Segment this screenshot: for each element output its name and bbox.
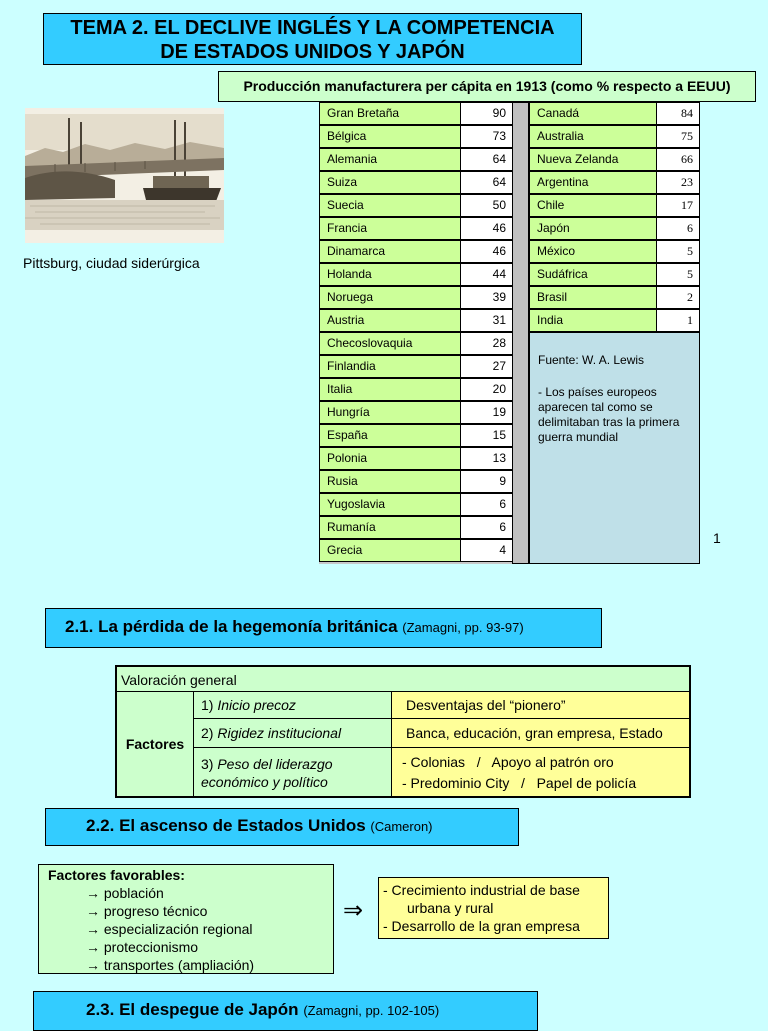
factor-3-detail-line-1: - Colonias / Apoyo al patrón oro [402, 754, 614, 770]
factor-number: 3) [201, 756, 218, 772]
factor-number: 1) [201, 697, 218, 713]
factor-text: Peso del liderazgo económico y político [201, 756, 333, 790]
section-title: 2.3. El despegue de Japón [86, 1000, 299, 1019]
factor-text: Inicio precoz [217, 697, 296, 713]
table-cell-country: Francia [319, 217, 461, 240]
table-cell-country: Suiza [319, 171, 461, 194]
table-cell-country: India [529, 309, 657, 332]
factor-2 [193, 718, 392, 748]
factors-table-header: Valoración general [115, 665, 691, 692]
factor-text: Rigidez institucional [217, 725, 342, 741]
table-cell-value: 64 [460, 171, 513, 194]
table-cell-country: Italia [319, 378, 461, 401]
list-item: → población [86, 885, 164, 901]
factor-2-detail: Banca, educación, gran empresa, Estado [391, 718, 691, 748]
factor-3-detail-line-2: - Predominio City / Papel de policía [402, 775, 637, 791]
table-cell-country: Bélgica [319, 125, 461, 148]
source-note: Fuente: W. A. Lewis [538, 353, 645, 367]
table-cell-value: 90 [460, 102, 513, 125]
table-cell-country: Gran Bretaña [319, 102, 461, 125]
results-box [378, 877, 609, 939]
table-cell-country: Holanda [319, 263, 461, 286]
factor-number: 2) [201, 725, 218, 741]
table-cell-value: 20 [460, 378, 513, 401]
table-cell-value: 4 [460, 539, 513, 562]
section-title: 2.2. El ascenso de Estados Unidos [86, 816, 366, 835]
favorable-factors-box [38, 864, 334, 974]
image-caption: Pittsburg, ciudad siderúrgica [23, 255, 200, 271]
section-heading-2-2 [45, 808, 519, 846]
table-cell-value: 28 [460, 332, 513, 355]
table-cell-country: Suecia [319, 194, 461, 217]
table-cell-country: México [529, 240, 657, 263]
section-heading-2-3 [33, 991, 538, 1031]
table-cell-country: Sudáfrica [529, 263, 657, 286]
factors-label: Factores [115, 691, 194, 798]
table-cell-value: 46 [460, 217, 513, 240]
section-reference: (Zamagni, pp. 102-105) [303, 1003, 440, 1018]
table-caption: Producción manufacturera per cápita en 1913 (como % respecto a EEUU) [218, 71, 756, 102]
section-reference: (Zamagni, pp. 93-97) [402, 620, 524, 635]
table-cell-value: 39 [460, 286, 513, 309]
table-cell-value: 75 [656, 125, 700, 148]
pittsburg-engraving-image [25, 108, 224, 243]
favorable-factors-heading: Factores favorables: [48, 867, 185, 883]
table-separator-column [512, 102, 529, 564]
borders-note: - Los países europeos aparecen tal como se delimitaban tras la primera guerra mundial [538, 385, 680, 444]
table-cell-country: Checoslovaquia [319, 332, 461, 355]
table-cell-value: 44 [460, 263, 513, 286]
table-cell-country: Rusia [319, 470, 461, 493]
table-cell-value: 1 [656, 309, 700, 332]
table-cell-value: 19 [460, 401, 513, 424]
table-cell-country: Grecia [319, 539, 461, 562]
table-cell-value: 64 [460, 148, 513, 171]
implies-arrow-icon: ⇒ [343, 897, 364, 924]
table-cell-country: Australia [529, 125, 657, 148]
table-cell-value: 6 [656, 217, 700, 240]
table-cell-country: Yugoslavia [319, 493, 461, 516]
table-notes [529, 332, 700, 564]
table-cell-country: Canadá [529, 102, 657, 125]
page-number: 1 [713, 530, 721, 546]
list-item: → especialización regional [86, 921, 253, 937]
title-line-2: DE ESTADOS UNIDOS Y JAPÓN [160, 41, 465, 63]
section-reference: (Cameron) [370, 819, 433, 834]
table-cell-value: 31 [460, 309, 513, 332]
table-cell-value: 84 [656, 102, 700, 125]
table-cell-value: 66 [656, 148, 700, 171]
table-cell-country: Rumanía [319, 516, 461, 539]
factor-3 [193, 747, 392, 798]
table-cell-country: Argentina [529, 171, 657, 194]
factor-3-detail [391, 747, 691, 798]
section-title: 2.1. La pérdida de la hegemonía británica [65, 617, 398, 636]
table-cell-value: 6 [460, 516, 513, 539]
table-cell-value: 73 [460, 125, 513, 148]
table-cell-value: 15 [460, 424, 513, 447]
table-cell-value: 9 [460, 470, 513, 493]
table-cell-country: Nueva Zelanda [529, 148, 657, 171]
table-cell-value: 5 [656, 263, 700, 286]
section-heading-2-1 [45, 608, 602, 648]
table-cell-value: 27 [460, 355, 513, 378]
table-cell-country: Finlandia [319, 355, 461, 378]
table-cell-country: Brasil [529, 286, 657, 309]
table-cell-country: Polonia [319, 447, 461, 470]
table-cell-value: 17 [656, 194, 700, 217]
list-item: → proteccionismo [86, 939, 199, 955]
table-cell-country: Hungría [319, 401, 461, 424]
result-line: - Crecimiento industrial de base [383, 882, 580, 898]
table-cell-value: 5 [656, 240, 700, 263]
factor-1-detail: Desventajas del “pionero” [391, 691, 691, 719]
table-cell-country: España [319, 424, 461, 447]
table-cell-value: 50 [460, 194, 513, 217]
table-cell-value: 6 [460, 493, 513, 516]
result-line: - Desarrollo de la gran empresa [383, 918, 580, 934]
table-cell-value: 13 [460, 447, 513, 470]
table-cell-country: Dinamarca [319, 240, 461, 263]
table-cell-country: Noruega [319, 286, 461, 309]
table-cell-country: Alemania [319, 148, 461, 171]
title-line-1: TEMA 2. EL DECLIVE INGLÉS Y LA COMPETENCIA [70, 17, 555, 39]
table-cell-country: Chile [529, 194, 657, 217]
result-line: urbana y rural [407, 900, 494, 916]
table-cell-country: Austria [319, 309, 461, 332]
table-cell-value: 46 [460, 240, 513, 263]
table-cell-value: 23 [656, 171, 700, 194]
table-cell-value: 2 [656, 286, 700, 309]
list-item: → progreso técnico [86, 903, 208, 919]
page-title [43, 13, 582, 65]
list-item: → transportes (ampliación) [86, 957, 255, 973]
factor-1 [193, 691, 392, 719]
table-cell-country: Japón [529, 217, 657, 240]
